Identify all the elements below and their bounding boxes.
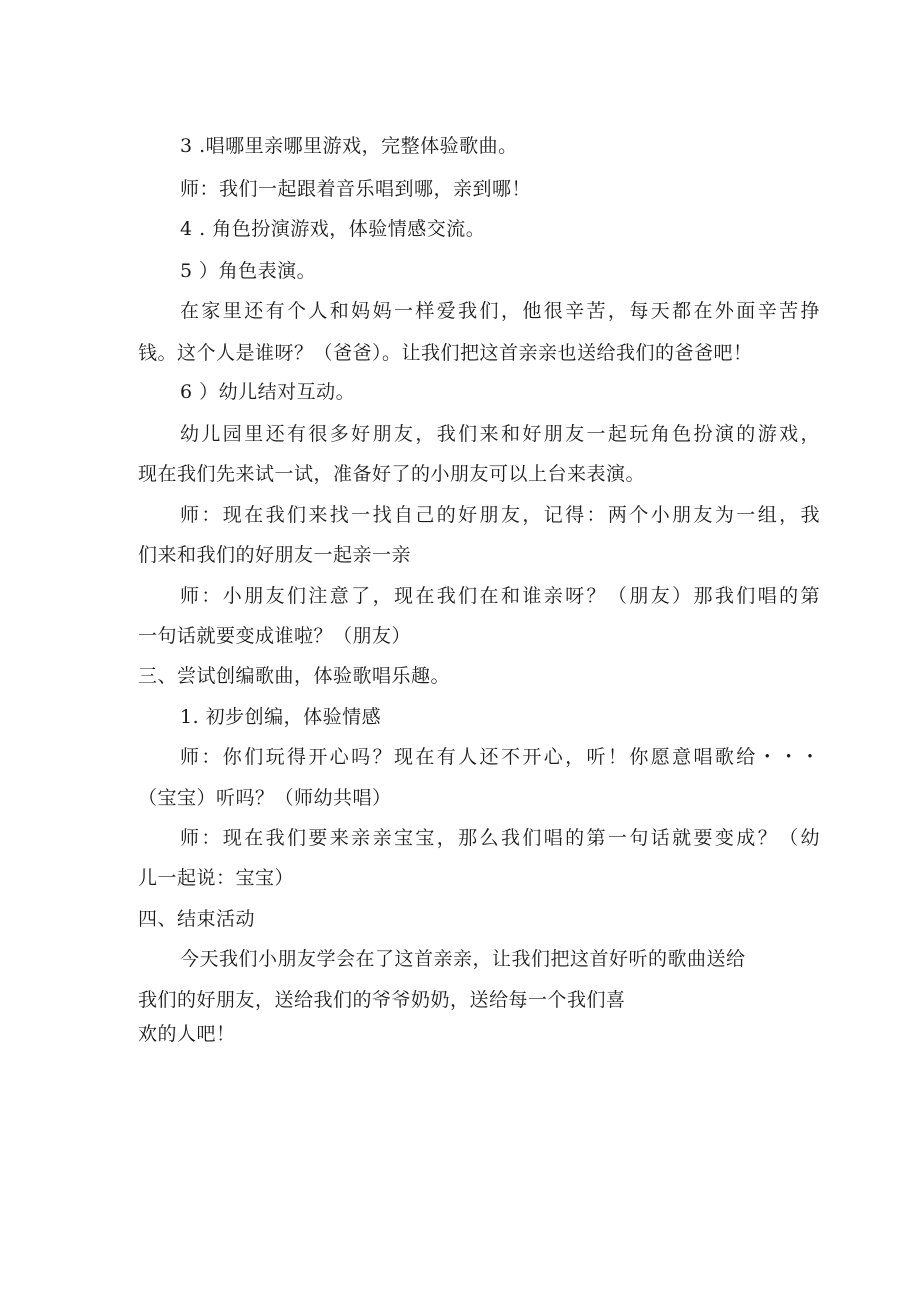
section-3-heading: 三、尝试创编歌曲，体验歌唱乐趣。 xyxy=(138,665,451,687)
step-3-heading: 3 .唱哪里亲哪里游戏，完整体验歌曲。 xyxy=(180,135,518,157)
paragraph-line: 钱。这个人是谁呀？（爸爸）。让我们把这首亲亲也送给我们的爸爸吧！ xyxy=(138,342,753,364)
step-4-heading: 4 . 角色扮演游戏，体验情感交流。 xyxy=(180,218,486,240)
paragraph-line: 今天我们小朋友学会在了这首亲亲，让我们把这首好听的歌曲送给 xyxy=(180,948,746,970)
step-6-heading: 6 ）幼儿结对互动。 xyxy=(180,381,356,403)
paragraph-line: 我们的好朋友，送给我们的爷爷奶奶，送给每一个我们喜 xyxy=(138,989,626,1011)
paragraph-line: 现在我们先来试一试，准备好了的小朋友可以上台来表演。 xyxy=(138,463,646,485)
teacher-line: 师：小朋友们注意了，现在我们在和谁亲呀？（朋友）那我们唱的第 xyxy=(180,585,820,607)
teacher-line: 师：现在我们要来亲亲宝宝，那么我们唱的第一句话就要变成？（幼 xyxy=(180,827,820,849)
subsection-heading: 1. 初步创编，体验情感 xyxy=(180,706,382,728)
teacher-line: 师：你们玩得开心吗？现在有人还不开心，听！你愿意唱歌给・・・ xyxy=(180,746,820,768)
paragraph-line: （宝宝）听吗？（师幼共唱） xyxy=(138,787,392,809)
paragraph-line: 一句话就要变成谁啦？（朋友） xyxy=(138,625,412,647)
paragraph-line: 在家里还有个人和妈妈一样爱我们，他很辛苦，每天都在外面辛苦挣 xyxy=(180,300,820,322)
paragraph-line: 欢的人吧！ xyxy=(138,1023,236,1045)
paragraph-line: 们来和我们的好朋友一起亲一亲 xyxy=(138,544,412,566)
step-5-heading: 5 ）角色表演。 xyxy=(180,260,317,282)
teacher-line: 师：现在我们来找一找自己的好朋友，记得：两个小朋友为一组，我 xyxy=(180,504,820,526)
paragraph-line: 幼儿园里还有很多好朋友，我们来和好朋友一起玩角色扮演的游戏， xyxy=(180,423,820,445)
paragraph-line: 儿一起说：宝宝） xyxy=(138,867,295,889)
teacher-line: 师：我们一起跟着音乐唱到哪，亲到哪！ xyxy=(180,178,532,200)
section-4-heading: 四、结束活动 xyxy=(138,908,256,930)
